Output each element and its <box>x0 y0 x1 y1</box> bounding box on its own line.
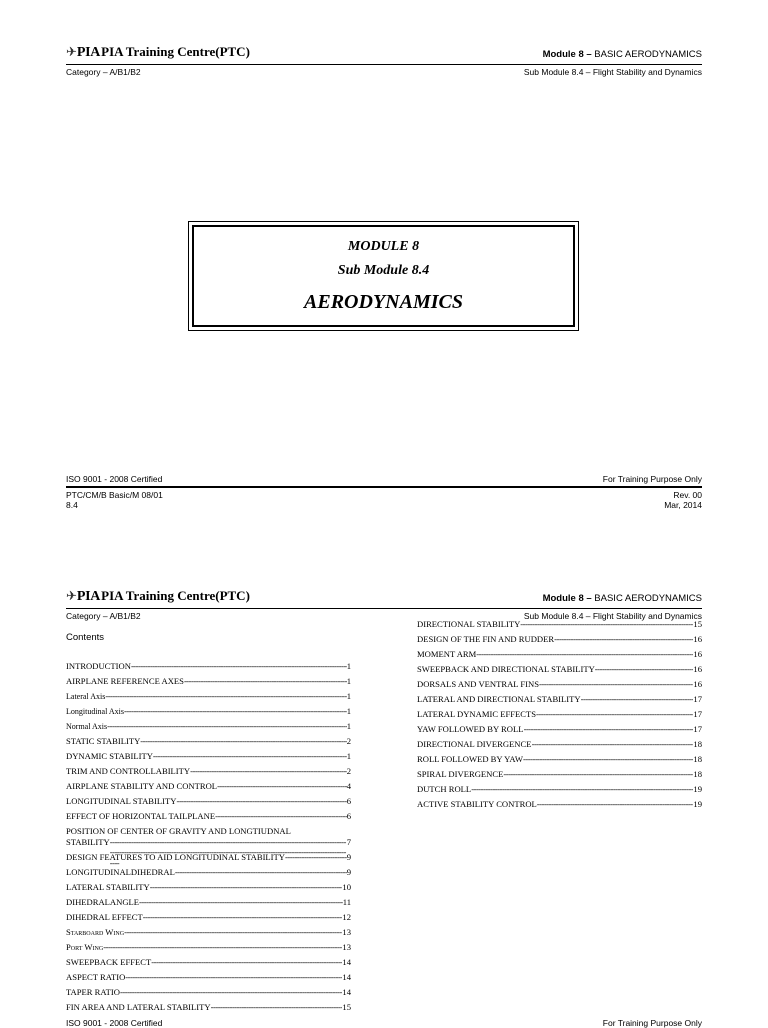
toc-entry-label: DUTCH ROLL <box>417 784 472 794</box>
toc-entry-page: 13 <box>342 942 351 952</box>
toc-entry-label: SPIRAL DIVERGENCE <box>417 769 504 779</box>
toc-entry-page: 16 <box>693 664 702 674</box>
toc-entry-label-cont: STABILITY <box>66 836 110 847</box>
cover-title: AERODYNAMICS <box>304 291 463 313</box>
toc-leader-dots <box>471 784 693 794</box>
toc-entry[interactable] <box>417 784 702 799</box>
toc-entry-page: 18 <box>693 739 702 749</box>
footer-rule <box>66 486 702 488</box>
toc-entry-label: INTRODUCTION <box>66 661 131 671</box>
submodule-label: Sub Module 8.4 – Flight Stability and Dynamics <box>523 611 702 621</box>
toc-leader-dots <box>105 691 346 701</box>
toc-entry-label: DYNAMIC STABILITY <box>66 751 153 761</box>
toc-entry[interactable] <box>66 1002 351 1017</box>
toc-entry-label: FIN AREA AND LATERAL STABILITY <box>66 1002 211 1012</box>
toc-leader-dots <box>476 649 693 659</box>
toc-leader-dots <box>554 634 693 644</box>
toc-entry[interactable] <box>66 796 351 811</box>
toc-entry[interactable] <box>417 769 702 784</box>
toc-entry-label: LATERAL DYNAMIC EFFECTS <box>417 709 537 719</box>
cover-module: MODULE 8 <box>347 239 420 254</box>
contents-heading: Contents <box>66 632 105 643</box>
toc-entry[interactable] <box>66 811 351 826</box>
toc-leader-dots <box>211 1002 343 1012</box>
toc-entry-label: POSITION OF CENTER OF GRAVITY AND LONGTIUDNAL <box>66 826 291 836</box>
toc-entry[interactable] <box>66 691 351 706</box>
toc-entry[interactable] <box>417 694 702 709</box>
toc-entry-page: 4 <box>346 781 351 791</box>
toc-leader-dots <box>503 769 693 779</box>
toc-entry-page: 14 <box>342 972 351 982</box>
toc-entry[interactable] <box>417 634 702 649</box>
toc-leader-dots <box>190 766 347 776</box>
toc-entry[interactable] <box>66 751 351 766</box>
toc-entry[interactable] <box>417 799 702 814</box>
toc-entry-label: SWEEPBACK AND DIRECTIONAL STABILITY <box>417 664 595 674</box>
toc-entry[interactable] <box>417 724 702 739</box>
logo-text: PIA <box>76 589 101 604</box>
footer-purpose: For Training Purpose Only <box>602 474 702 484</box>
toc-leader-dots <box>184 676 347 686</box>
toc-leader-dots <box>103 942 342 952</box>
toc-entry-page: 13 <box>342 927 351 937</box>
toc-leader-dots <box>139 897 343 907</box>
toc-entry-label: LONGITUDINALDIHEDRAL <box>66 867 175 877</box>
toc-entry-label: Starboard Wing <box>66 927 125 937</box>
toc-entry-page: 19 <box>693 784 702 794</box>
toc-leader-dots <box>150 882 343 892</box>
toc-entry-label: TAPER RATIO <box>66 987 120 997</box>
airplane-logo-icon: ✈ <box>66 45 77 60</box>
contents-page <box>0 582 768 1028</box>
cover-submodule: Sub Module 8.4 <box>337 263 430 278</box>
footer-iso: ISO 9001 - 2008 Certified <box>66 1018 163 1028</box>
toc-entry-label: Longitudinal Axis <box>66 707 124 716</box>
toc-leader-dots <box>537 799 694 809</box>
toc-entry[interactable] <box>417 649 702 664</box>
header-rule <box>66 608 702 609</box>
toc-leader-dots <box>176 796 346 806</box>
toc-leader-dots <box>140 736 346 746</box>
toc-entry-label: Normal Axis <box>66 722 108 731</box>
toc-entry-label: STATIC STABILITY <box>66 736 141 746</box>
toc-entry[interactable] <box>417 679 702 694</box>
toc-leader-dots <box>131 661 347 671</box>
toc-entry-page: 12 <box>342 912 351 922</box>
toc-entry-page: 19 <box>693 799 702 809</box>
footer-iso: ISO 9001 - 2008 Certified <box>66 474 163 484</box>
toc-entry-label: DIHEDRALANGLE <box>66 897 140 907</box>
toc-entry-page: 14 <box>342 987 351 997</box>
toc-entry-label: SWEEPBACK EFFECT <box>66 957 152 967</box>
toc-entry-label: ASPECT RATIO <box>66 972 126 982</box>
toc-entry[interactable] <box>417 664 702 679</box>
toc-entry[interactable] <box>66 882 351 897</box>
toc-entry[interactable] <box>66 912 351 927</box>
toc-entry[interactable] <box>66 736 351 751</box>
toc-entry-page: 1 <box>346 706 351 716</box>
toc-entry[interactable] <box>417 709 702 724</box>
toc-entry-page: 7 <box>346 836 351 847</box>
title-box <box>188 221 579 331</box>
toc-entry-page: 1 <box>346 691 351 701</box>
toc-leader-dots <box>107 721 347 731</box>
toc-right-column <box>417 619 702 814</box>
toc-leader-dots <box>595 664 694 674</box>
toc-entry-page: 2 <box>346 766 351 776</box>
toc-entry[interactable] <box>66 676 351 691</box>
toc-entry-label: TRIM AND CONTROLLABILITY <box>66 766 191 776</box>
toc-entry-label: YAW FOLLOWED BY ROLL <box>417 724 524 734</box>
toc-entry[interactable] <box>66 826 351 852</box>
toc-entry-label: AIRPLANE REFERENCE AXES <box>66 676 184 686</box>
toc-entry-page: 1 <box>346 661 351 671</box>
category-label: Category – A/B1/B2 <box>66 67 141 77</box>
toc-entry-label: ROLL FOLLOWED BY YAW <box>417 754 524 764</box>
toc-leader-dots <box>532 739 694 749</box>
toc-entry[interactable] <box>417 754 702 769</box>
toc-leader-dots <box>285 852 347 862</box>
category-label: Category – A/B1/B2 <box>66 611 141 621</box>
toc-leader-dots <box>143 912 343 922</box>
toc-entry-page: 15 <box>342 1002 351 1012</box>
header-rule <box>66 64 702 65</box>
toc-leader-dots <box>539 679 693 689</box>
toc-leader-dots <box>124 706 347 716</box>
toc-leader-dots <box>215 811 347 821</box>
toc-entry-label: LATERAL STABILITY <box>66 882 150 892</box>
header-logo <box>66 44 250 64</box>
toc-entry-label: DIRECTIONAL STABILITY <box>417 619 521 629</box>
toc-entry-page: 6 <box>346 796 351 806</box>
footer-reference: PTC/CM/B Basic/M 08/01 8.4 <box>66 490 163 510</box>
toc-entry[interactable] <box>66 721 351 736</box>
toc-entry[interactable] <box>417 619 702 634</box>
toc-leader-dots <box>120 987 342 997</box>
module-title: Module 8 – BASIC AERODYNAMICS <box>542 593 702 604</box>
toc-leader-dots <box>151 957 342 967</box>
toc-leader-dots <box>217 781 347 791</box>
toc-entry-label: DESIGN OF THE FIN AND RUDDER <box>417 634 555 644</box>
toc-entry-label: DIHEDRAL EFFECT <box>66 912 143 922</box>
toc-entry-label: LATERAL AND DIRECTIONAL STABILITY <box>417 694 581 704</box>
toc-entry-page: 9 <box>346 852 351 862</box>
toc-entry[interactable] <box>66 927 351 942</box>
toc-entry[interactable] <box>66 766 351 781</box>
toc-entry-label: LONGITUDINAL STABILITY <box>66 796 177 806</box>
submodule-label: Sub Module 8.4 – Flight Stability and Dynamics <box>523 67 702 77</box>
toc-entry-page: 1 <box>346 721 351 731</box>
toc-entry-page: 1 <box>346 676 351 686</box>
toc-leader-dots <box>153 751 347 761</box>
toc-entry-page: 18 <box>693 769 702 779</box>
toc-left-column <box>66 661 351 1017</box>
toc-entry-page: 11 <box>342 897 351 907</box>
toc-entry-label: DESIGN FEATURES TO AID LONGITUDINAL STABILITY <box>66 852 285 862</box>
org-name: PIA Training Centre(PTC) <box>101 588 250 603</box>
toc-entry[interactable] <box>66 972 351 987</box>
toc-leader-dots <box>581 694 694 704</box>
toc-entry[interactable] <box>66 957 351 972</box>
toc-entry[interactable] <box>66 897 351 912</box>
toc-entry-page: 16 <box>693 634 702 644</box>
toc-entry-page: 18 <box>693 754 702 764</box>
footer-revision: Rev. 00 Mar, 2014 <box>664 490 702 510</box>
toc-entry-label: MOMENT ARM <box>417 649 477 659</box>
toc-entry-label: Lateral Axis <box>66 692 106 701</box>
toc-entry-page: 15 <box>693 619 702 629</box>
toc-entry-page: 14 <box>342 957 351 967</box>
toc-entry-label: Port Wing <box>66 942 104 952</box>
footer-purpose: For Training Purpose Only <box>602 1018 702 1028</box>
toc-entry[interactable] <box>66 706 351 721</box>
org-name: PIA Training Centre(PTC) <box>101 44 250 59</box>
toc-entry-label: ACTIVE STABILITY CONTROL <box>417 799 537 809</box>
toc-entry-page: 16 <box>693 679 702 689</box>
toc-entry-label: AIRPLANE STABILITY AND CONTROL <box>66 781 218 791</box>
toc-entry-label: DIRECTIONAL DIVERGENCE <box>417 739 532 749</box>
toc-entry-label: EFFECT OF HORIZONTAL TAILPLANE <box>66 811 216 821</box>
toc-entry[interactable] <box>66 781 351 796</box>
toc-leader-dots <box>536 709 693 719</box>
toc-entry-label: DORSALS AND VENTRAL FINS <box>417 679 539 689</box>
toc-entry-page: 10 <box>342 882 351 892</box>
toc-entry-page: 17 <box>693 709 702 719</box>
logo-text: PIA <box>76 45 101 60</box>
toc-entry-page: 2 <box>346 736 351 746</box>
toc-entry-page: 1 <box>346 751 351 761</box>
toc-entry[interactable] <box>66 942 351 957</box>
toc-entry-page: 17 <box>693 724 702 734</box>
toc-entry[interactable] <box>66 867 351 882</box>
toc-leader-dots <box>524 724 694 734</box>
toc-leader-dots <box>125 972 342 982</box>
module-title: Module 8 – BASIC AERODYNAMICS <box>542 49 702 60</box>
toc-entry[interactable] <box>66 661 351 676</box>
toc-leader-dots <box>523 754 693 764</box>
header-logo <box>66 588 250 608</box>
toc-leader-dots <box>175 867 347 877</box>
toc-entry[interactable] <box>417 739 702 754</box>
toc-entry[interactable] <box>66 987 351 1002</box>
toc-entry-page: 9 <box>346 867 351 877</box>
airplane-logo-icon: ✈ <box>66 589 77 604</box>
toc-entry-page: 16 <box>693 649 702 659</box>
toc-leader-dots <box>520 619 693 629</box>
toc-leader-dots <box>124 927 342 937</box>
toc-entry-page: 6 <box>346 811 351 821</box>
toc-entry-page: 17 <box>693 694 702 704</box>
